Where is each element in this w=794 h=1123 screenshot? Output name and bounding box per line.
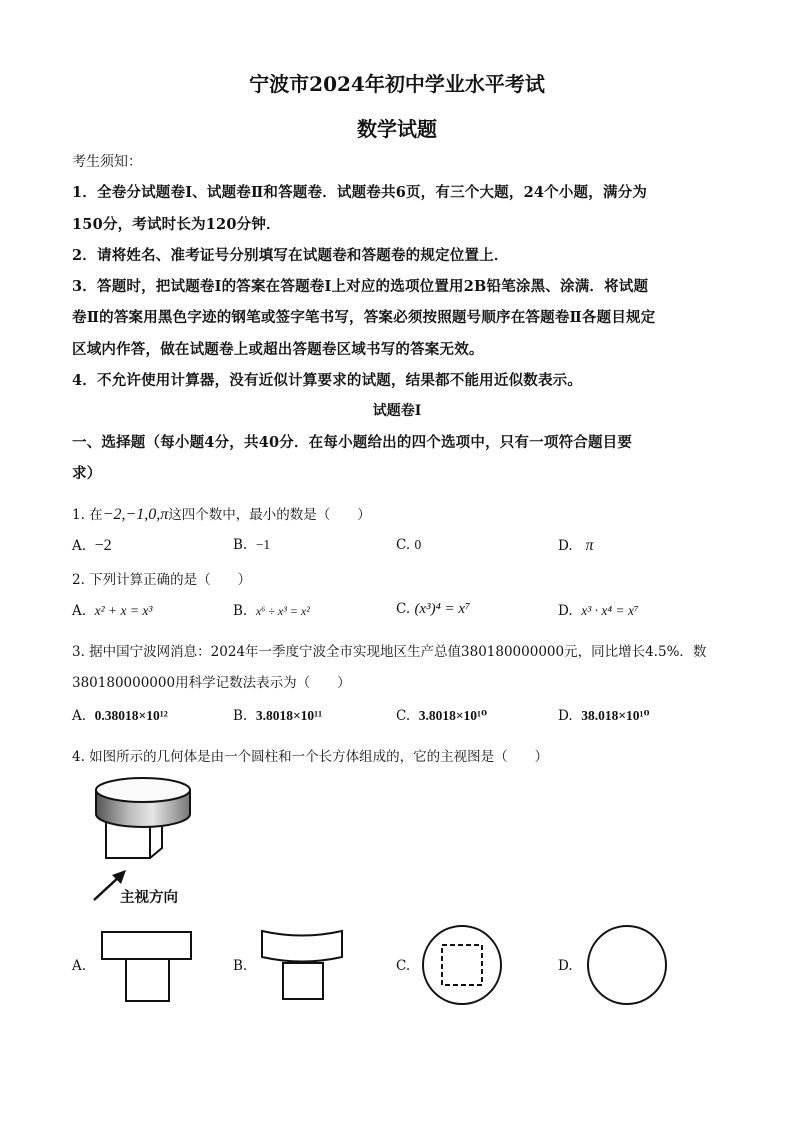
q4-option-d-label[interactable]: D. [558, 958, 573, 974]
option-label: C. [396, 537, 411, 553]
option-label: B. [233, 708, 248, 724]
q4-solid-figure [88, 772, 198, 867]
exam-title: 宁波市2024年初中学业水平考试 [249, 72, 545, 96]
q4-option-a-label[interactable]: A. [72, 958, 87, 974]
option-label: C. [396, 601, 411, 617]
q2-option-c[interactable] [396, 601, 470, 618]
q4-option-b-figure[interactable] [258, 926, 348, 1004]
option-value: x³ · x⁴ = x⁷ [581, 603, 639, 618]
q3-stem-line-2: 380180000000用科学记数法表示为（ ） [72, 675, 351, 691]
notice-item-3-line-2: 卷Ⅱ的答案用黑色字迹的钢笔或签字笔书写，答案必须按照题号顺序在答题卷Ⅱ各题目规定 [72, 309, 656, 326]
option-label: C. [396, 708, 411, 724]
option-value: −2 [94, 537, 112, 554]
q1-stem [72, 503, 371, 524]
option-label: D. [558, 603, 573, 619]
option-label: A. [72, 708, 87, 724]
q2-option-d[interactable] [558, 603, 639, 619]
q1-numbers: −2,−1,0,π [102, 506, 169, 523]
option-label: B. [233, 537, 248, 553]
q4-stem: 4. 如图所示的几何体是由一个圆柱和一个长方体组成的，它的主视图是（ ） [72, 749, 549, 765]
option-value: 0.38018×10¹² [94, 708, 168, 723]
q1-option-c[interactable] [396, 537, 421, 553]
option-label: B. [233, 603, 248, 619]
option-value: −1 [255, 537, 271, 552]
q1-option-d[interactable] [558, 537, 594, 555]
q4-option-c-label[interactable]: C. [396, 958, 411, 974]
section-label: 试题卷Ⅰ [372, 403, 422, 419]
notice-heading: 考生须知： [72, 154, 142, 170]
notice-item-4: 4．不允许使用计算器，没有近似计算要求的试题，结果都不能用近似数表示。 [72, 372, 583, 389]
option-label: D. [558, 708, 573, 724]
notice-item-2: 2．请将姓名、准考证号分别填写在试题卷和答题卷的规定位置上． [72, 247, 509, 264]
q3-option-a[interactable] [72, 708, 168, 724]
notice-item-1-line-2: 150分，考试时长为120分钟． [72, 216, 281, 233]
option-value: π [585, 537, 594, 554]
q3-option-b[interactable] [233, 708, 322, 724]
q2-stem: 2. 下列计算正确的是（ ） [72, 572, 252, 588]
exam-subtitle: 数学试题 [357, 117, 437, 141]
option-value: 3.8018×10¹¹ [255, 708, 323, 723]
notice-item-3-line-1: 3．答题时，把试题卷Ⅰ的答案在答题卷Ⅰ上对应的选项位置用2B铅笔涂黑、涂满．将试题 [72, 278, 649, 295]
q1-prefix: 1. 在 [72, 507, 103, 523]
view-direction-label: 主视方向 [120, 890, 178, 906]
q4-option-d-figure[interactable] [585, 923, 670, 1008]
q4-option-a-figure[interactable] [100, 930, 195, 1005]
option-value: 38.018×10¹⁰ [581, 708, 650, 723]
notice-item-1-line-1: 1．全卷分试题卷Ⅰ、试题卷Ⅱ和答题卷．试题卷共6页，有三个大题，24个小题，满分为 [72, 184, 648, 201]
q4-option-b-label[interactable]: B. [233, 958, 248, 974]
option-label: D. [558, 538, 573, 554]
option-value: (x³)⁴ = x⁷ [414, 601, 471, 617]
option-label: A. [72, 603, 87, 619]
section-heading-line-1: 一、选择题（每小题4分，共40分．在每小题给出的四个选项中，只有一项符合题目要 [72, 434, 633, 451]
notice-item-3-line-3: 区域内作答，做在试题卷上或超出答题卷区域书写的答案无效。 [72, 341, 484, 358]
q3-option-d[interactable] [558, 708, 650, 724]
q4-option-c-figure[interactable] [420, 923, 505, 1008]
q3-stem-line-1: 3. 据中国宁波网消息：2024年一季度宁波全市实现地区生产总值380180000000元，同比增长4.5%．数 [72, 644, 707, 660]
option-value: x⁶ ÷ x³ = x² [255, 604, 310, 618]
q1-option-b[interactable] [233, 537, 270, 553]
cylinder-top [96, 778, 190, 802]
q2-option-b[interactable] [233, 603, 310, 619]
option-value: 0 [414, 537, 422, 552]
option-value: 3.8018×10¹⁰ [418, 708, 488, 723]
option-label: A. [72, 538, 87, 554]
q1-option-a[interactable] [72, 537, 112, 555]
q1-suffix: 这四个数中，最小的数是（ ） [168, 507, 371, 523]
option-value: x² + x = x³ [94, 603, 153, 618]
section-heading-line-2: 求） [72, 465, 102, 482]
q3-option-c[interactable] [396, 708, 487, 724]
q2-option-a[interactable] [72, 603, 152, 619]
